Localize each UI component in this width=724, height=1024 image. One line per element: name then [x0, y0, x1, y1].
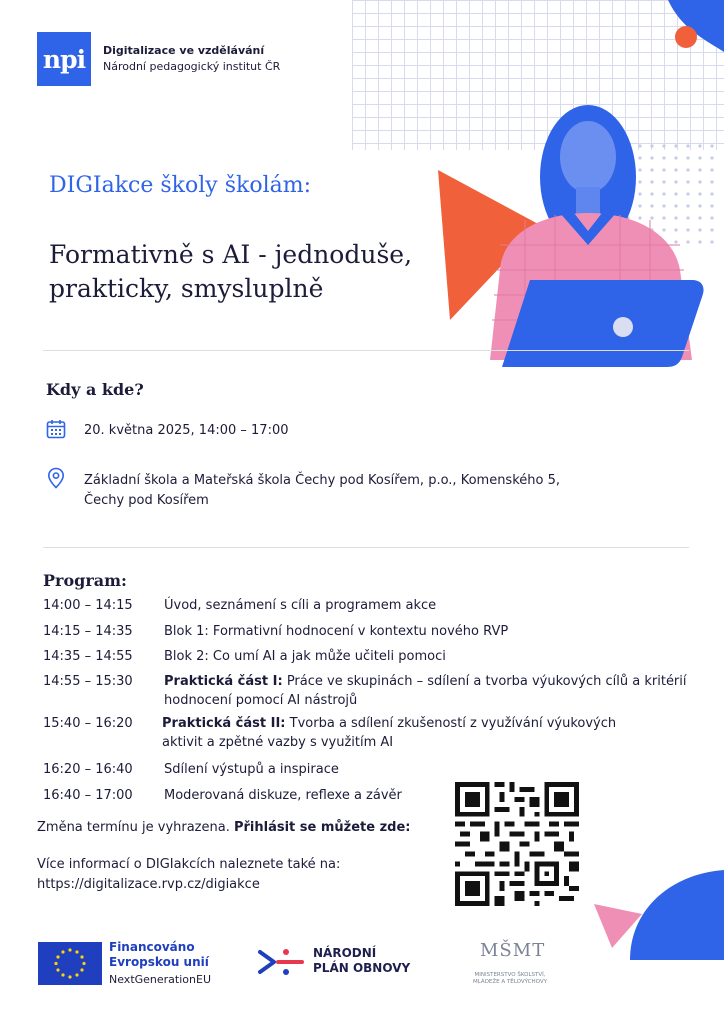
eu-funding-line1: Financováno: [109, 940, 195, 954]
location-pin-icon: [47, 467, 65, 489]
msmt-line2: MLÁDEŽE A TĚLOVÝCHOVY: [473, 979, 547, 985]
qr-code[interactable]: [455, 782, 579, 906]
event-title: Formativně s AI - jednoduše, prakticky, smysluplně: [49, 240, 413, 303]
npo-logo-icon: [256, 944, 306, 980]
npo-line2: PLÁN OBNOVY: [313, 961, 411, 975]
program-description: [162, 714, 632, 752]
event-place: [84, 471, 560, 511]
org-subtitle: Národní pedagogický institut ČR: [103, 60, 281, 73]
program-item-label: Praktická část II:: [162, 716, 286, 731]
program-description: Moderovaná diskuze, reflexe a závěr: [164, 788, 402, 803]
signup-cta: Přihlásit se můžete zde:: [233, 820, 411, 835]
divider: [43, 547, 689, 548]
signup-note: [37, 820, 411, 835]
program-time: 16:40 – 17:00: [43, 788, 133, 803]
more-info-text: Více informací o DIGIakcích naleznete také na:: [37, 857, 341, 872]
npo-label: [313, 946, 410, 976]
program-item-text: Práce ve skupinách – sdílení a tvorba výukových cílů a kritérií hodnocení pomocí AI nástrojů: [164, 674, 687, 708]
event-series-title: DIGIakce školy školám:: [49, 173, 311, 198]
program-time: 14:15 – 14:35: [43, 624, 133, 639]
hero-illustration: [430, 95, 724, 375]
program-heading: Program:: [43, 571, 127, 590]
program-description: Blok 2: Co umí AI a jak může učiteli pomoci: [164, 649, 446, 664]
eu-flag-icon: [38, 942, 102, 985]
program-description: [164, 672, 702, 710]
program-time: 16:20 – 16:40: [43, 762, 133, 777]
msmt-line1: MINISTERSTVO ŠKOLSTVÍ,: [474, 972, 546, 978]
date-change-note: Změna termínu je vyhrazena.: [37, 820, 230, 835]
eu-funding-label: [109, 940, 209, 970]
divider: [43, 350, 689, 351]
more-info-link[interactable]: https://digitalizace.rvp.cz/digiakce: [37, 877, 260, 892]
program-time: 15:40 – 16:20: [43, 716, 133, 731]
npi-logo: [37, 32, 91, 86]
decorative-blob-top: [660, 0, 724, 60]
npi-logo-text: npi: [42, 44, 86, 74]
org-name: Digitalizace ve vzdělávání: [103, 44, 265, 57]
msmt-logo: MŠMT: [480, 940, 546, 961]
program-description: Blok 1: Formativní hodnocení v kontextu nového RVP: [164, 624, 509, 639]
calendar-icon: [46, 419, 66, 439]
decorative-blob-bottom: [590, 870, 724, 960]
eu-funding-line2: Evropskou unií: [109, 955, 209, 969]
event-place-line1: Základní škola a Mateřská škola Čechy pod Kosířem, p.o., Komenského 5,: [84, 473, 560, 488]
event-date: 20. května 2025, 14:00 – 17:00: [84, 423, 289, 438]
program-item-text: Tvorba a sdílení zkušeností z využívání výukových aktivit a zpětné vazby s využitím AI: [162, 716, 617, 750]
program-item-label: Praktická část I:: [164, 674, 283, 689]
program-description: Úvod, seznámení s cíli a programem akce: [164, 598, 437, 613]
when-where-heading: Kdy a kde?: [46, 380, 144, 399]
eu-nextgen-label: NextGenerationEU: [109, 973, 211, 986]
npo-line1: NÁRODNÍ: [313, 946, 377, 960]
more-info: [37, 855, 340, 895]
event-place-line2: Čechy pod Kosířem: [84, 493, 209, 508]
program-time: 14:00 – 14:15: [43, 598, 133, 613]
program-description: Sdílení výstupů a inspirace: [164, 762, 339, 777]
msmt-label: [460, 972, 560, 986]
program-time: 14:35 – 14:55: [43, 649, 133, 664]
program-time: 14:55 – 15:30: [43, 674, 133, 689]
